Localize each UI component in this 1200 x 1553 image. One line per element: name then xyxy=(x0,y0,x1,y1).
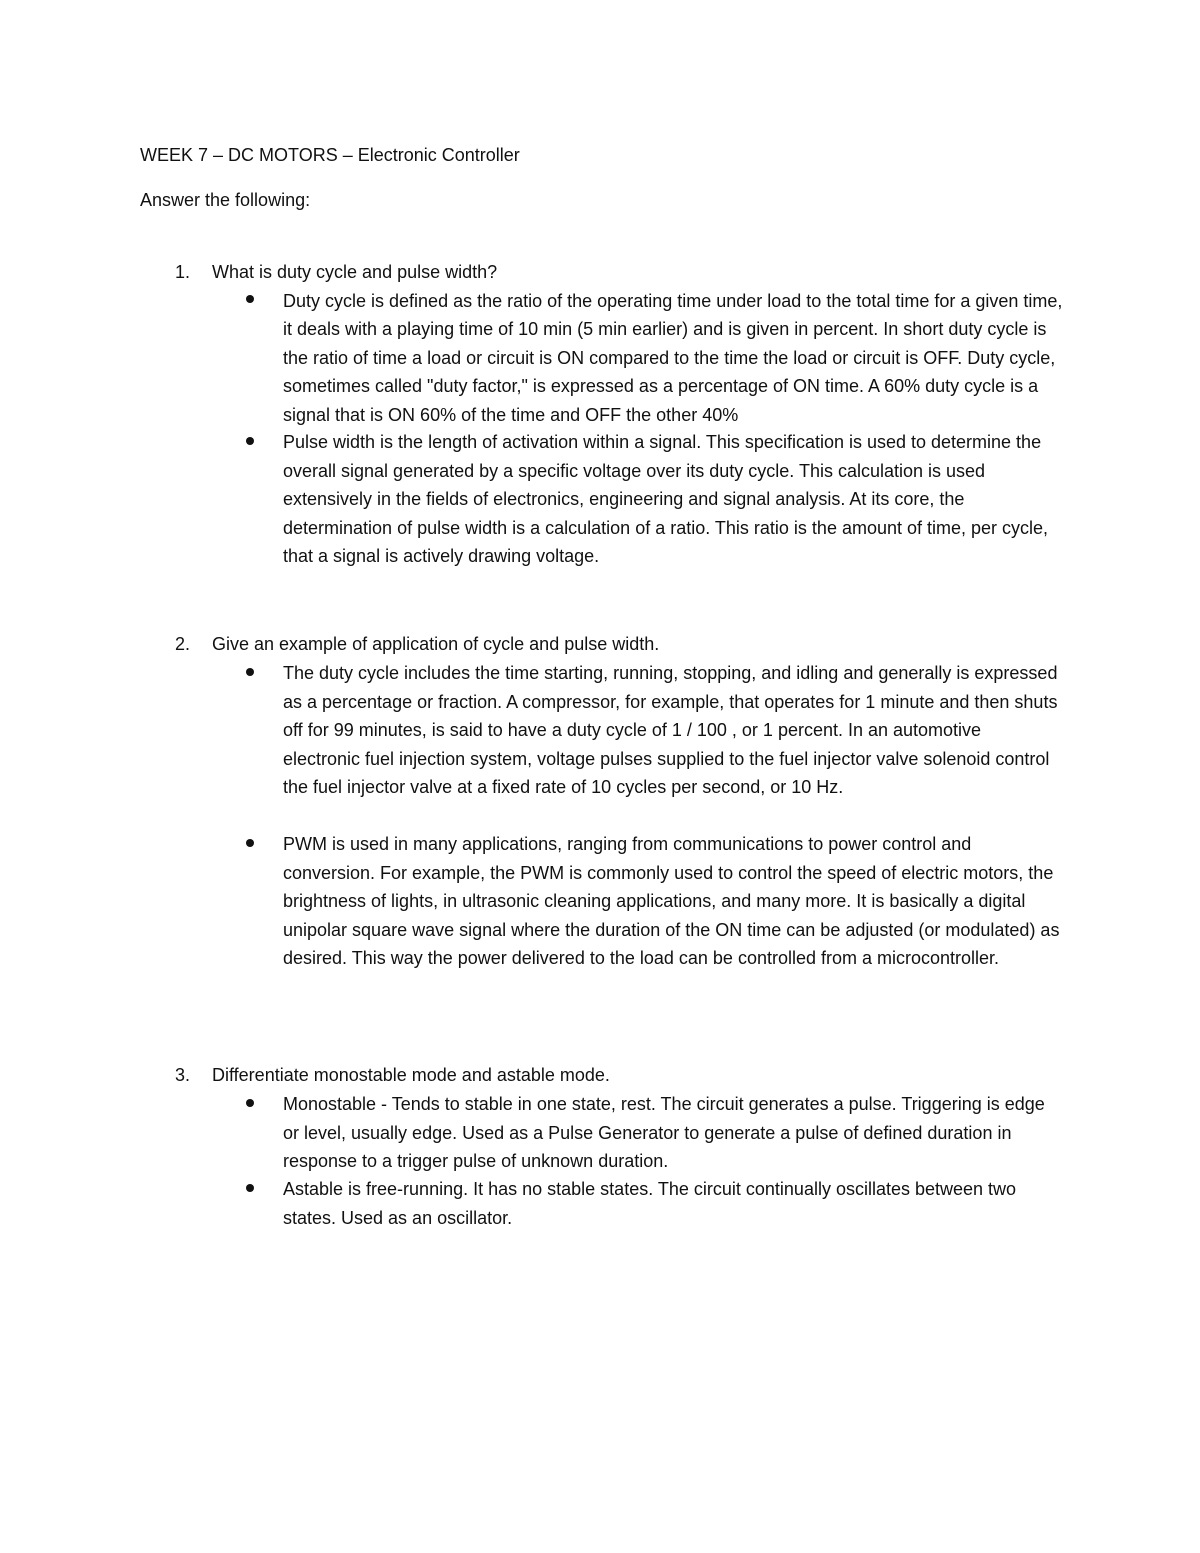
question-text: What is duty cycle and pulse width? xyxy=(212,262,498,282)
answer-text: Pulse width is the length of activation within a signal. This specification is used to determine the overall signal generated by a specific voltage over its duty cycle. This calculation is used extensively in the fields of electronics, engineering and signal analysis. At its core, the determination of pulse width is a calculation of a ratio. This ratio is the amount of time, per cycle, that a signal is actively drawing voltage. xyxy=(283,432,1049,566)
answer-text: PWM is used in many applications, ranging from communications to power control and conversion. For example, the PWM is commonly used to control the speed of electric motors, the brightness of lights, in ultrasonic cleaning applications, and many more. It is basically a digital unipolar square wave signal where the duration of the ON time can be adjusted (or modulated) as desired. This way the power delivered to the load can be controlled from a microcontroller. xyxy=(283,834,1060,968)
question-number: 2. xyxy=(175,634,191,654)
answer-text: Monostable - Tends to stable in one state, rest. The circuit generates a pulse. Triggering is edge or level, usually edge. Used as a Pulse Generator to generate a pulse of defined duration in response to a trigger pulse of unknown duration. xyxy=(283,1094,1045,1171)
question-number: 3. xyxy=(175,1065,191,1085)
bullet-icon xyxy=(246,295,254,303)
question-number: 1. xyxy=(175,262,191,282)
answer-text: The duty cycle includes the time starting, running, stopping, and idling and generally is expressed as a percentage or fraction. A compressor, for example, that operates for 1 minute and then shuts off for 99 minutes, is said to have a duty cycle of 1 / 100 , or 1 percent. In an automotive electronic fuel injection system, voltage pulses supplied to the fuel injector valve solenoid control the fuel injector valve at a fixed rate of 10 cycles per second, or 10 Hz. xyxy=(283,663,1058,797)
answer-text: Duty cycle is defined as the ratio of the operating time under load to the total time for a given time, it deals with a playing time of 10 min (5 min earlier) and is given in percent. In short duty cycle is the ratio of time a load or circuit is ON compared to the time the load or circuit is OFF. Duty cycle, sometimes called "duty factor," is expressed as a percentage of ON time. A 60% duty cycle is a signal that is ON 60% of the time and OFF the other 40% xyxy=(283,290,1063,425)
bullet-icon xyxy=(246,839,254,847)
bullet-icon xyxy=(246,1099,254,1107)
intro-text: Answer the following: xyxy=(140,190,311,210)
bullet-icon xyxy=(246,1184,254,1192)
answer-text: Astable is free-running. It has no stable states. The circuit continually oscillates between two states. Used as an oscillator. xyxy=(283,1179,1017,1228)
question-text: Differentiate monostable mode and astable mode. xyxy=(212,1065,610,1085)
bullet-icon xyxy=(246,437,254,445)
bullet-icon xyxy=(246,668,254,676)
question-text: Give an example of application of cycle and pulse width. xyxy=(212,634,660,654)
document-title: WEEK 7 – DC MOTORS – Electronic Controller xyxy=(140,145,520,165)
